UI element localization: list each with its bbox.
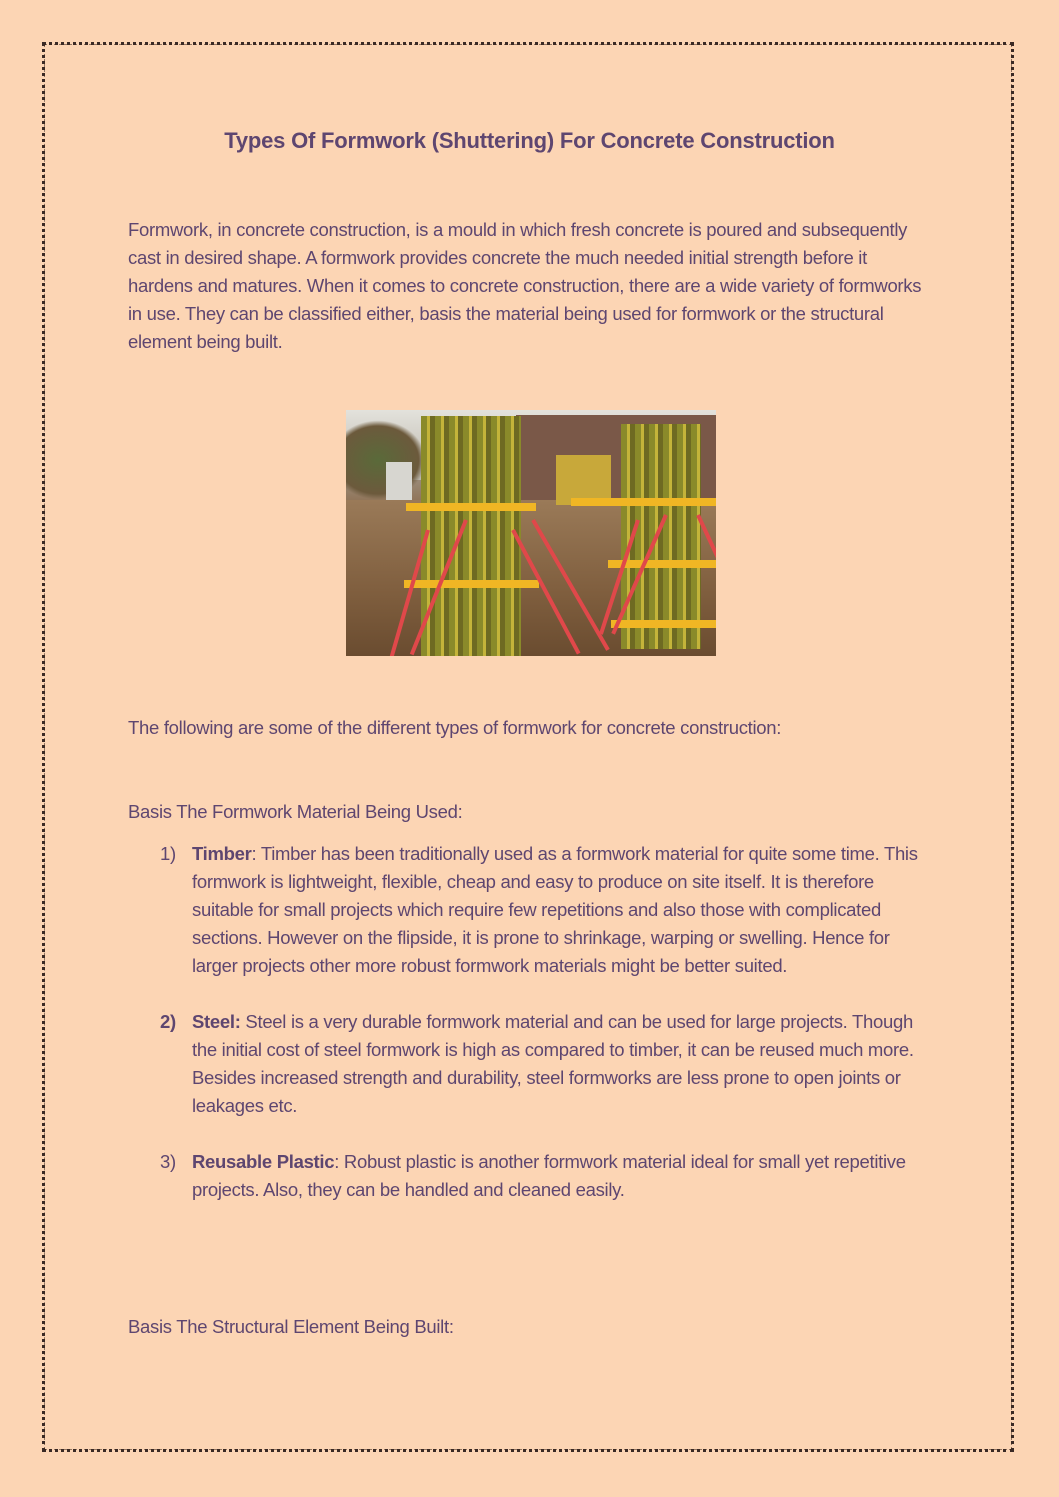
description-reusable-plastic: Robust plastic is another formwork material ideal for small yet repetitive projects. Also, they can be handled and cleaned easily. [192, 1151, 906, 1200]
formwork-photo [346, 410, 716, 656]
term-separator: : [334, 1151, 340, 1172]
section-heading-structural: Basis The Structural Element Being Built: [128, 1316, 454, 1337]
material-list [128, 840, 938, 1204]
description-steel-continued: Besides increased strength and durability, steel formworks are less prone to open joints or leakages etc. [192, 1067, 901, 1116]
intro-paragraph: Formwork, in concrete construction, is a mould in which fresh concrete is poured and subsequently cast in desired shape. A formwork provides concrete the much needed initial strength before it hardens and matures. When it comes to concrete construction, there are a wide variety of formworks in use. They can be classified either, basis the material being used for formwork or the structural element being built. [128, 219, 922, 352]
photo-deck [406, 503, 536, 511]
photo-deck [611, 620, 716, 628]
photo-deck [404, 580, 539, 588]
description-timber: Timber has been traditionally used as a formwork material for quite some time. This formwork is lightweight, flexible, cheap and easy to produce on site itself. It is therefore suitable for small projects which require few repetitions and also those with complicated sections. However on the flipside, it is prone to shrinkage, warping or swelling. Hence for larger projects other more robust formwork materials might be better suited. [192, 843, 918, 976]
list-item-reusable-plastic [128, 1148, 938, 1204]
term-steel: Steel: [192, 1011, 241, 1032]
list-number: 1) [160, 843, 176, 864]
term-reusable-plastic: Reusable Plastic [192, 1151, 335, 1172]
page-title: Types Of Formwork (Shuttering) For Concrete Construction [224, 128, 835, 153]
list-number: 2) [160, 1011, 176, 1032]
term-timber: Timber [192, 843, 252, 864]
types-intro-text: The following are some of the different types of formwork for concrete construction: [128, 717, 782, 738]
list-item-steel [128, 1008, 938, 1120]
list-item-timber [128, 840, 938, 980]
description-steel: Steel is a very durable formwork material and can be used for large projects. Though the initial cost of steel formwork is high as compared to timber, it can be reused much more. [192, 1011, 914, 1060]
photo-column-formwork-left [421, 416, 521, 656]
list-number: 3) [160, 1151, 176, 1172]
section-heading-material: Basis The Formwork Material Being Used: [128, 801, 463, 822]
term-separator: : [251, 843, 257, 864]
photo-deck [571, 498, 716, 506]
